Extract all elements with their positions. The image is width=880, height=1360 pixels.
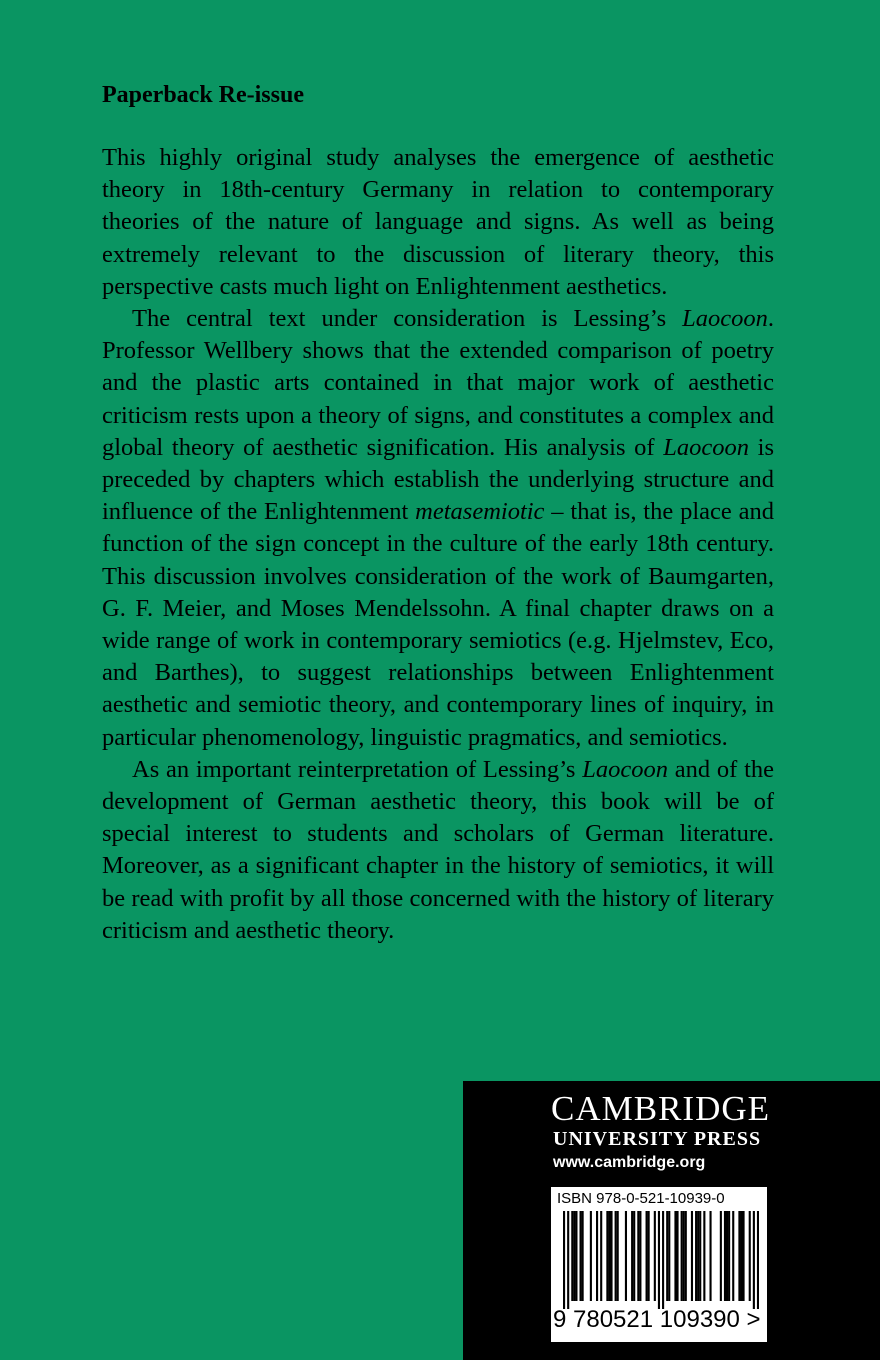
text-run: The central text under consideration is Lessing’s (132, 305, 683, 333)
barcode-bar (703, 1211, 705, 1301)
title-italic: Laocoon (582, 755, 668, 783)
barcode-bar (728, 1211, 730, 1301)
barcode-bar (617, 1211, 619, 1301)
text-run: As an important reinterpretation of Lessing’s (132, 755, 583, 783)
barcode-bar (646, 1211, 648, 1301)
barcode-bar (726, 1211, 728, 1301)
barcode-bar (631, 1211, 633, 1301)
term-italic: metasemiotic (415, 498, 545, 526)
barcode-guard-bar (662, 1211, 664, 1309)
barcode-guard-bar (753, 1211, 755, 1309)
barcode-bar (639, 1211, 641, 1301)
barcode-bar (571, 1211, 573, 1301)
barcode-bar (724, 1211, 726, 1301)
barcode-bar (654, 1211, 656, 1301)
barcode-bar (683, 1211, 685, 1301)
barcode-guard-bar (563, 1211, 565, 1309)
blurb-paragraph-2 (102, 303, 774, 754)
barcode-bar (600, 1211, 602, 1301)
barcode-bar (740, 1211, 742, 1301)
title-italic: Laocoon (682, 305, 768, 333)
barcode-bar (720, 1211, 722, 1301)
barcode-bar (608, 1211, 610, 1301)
reissue-heading: Paperback Re-issue (102, 82, 304, 108)
title-italic: Laocoon (663, 433, 749, 461)
barcode-bars (563, 1211, 759, 1309)
barcode-bar (633, 1211, 635, 1301)
barcode-bar (691, 1211, 693, 1301)
barcode-bar (580, 1211, 582, 1301)
publisher-panel (463, 1081, 880, 1360)
blurb-paragraph-1: This highly original study analyses the emergence of aesthetic theory in 18th-century Germany in relation to contemporary theories of the nature of language and signs. As well as being extremely relevant to the discussion of literary theory, this perspective casts much light on Enlightenment aesthetics. (102, 144, 774, 300)
publisher-website: www.cambridge.org (553, 1154, 706, 1171)
barcode-bar (681, 1211, 683, 1301)
barcode-bar (668, 1211, 670, 1301)
blurb-paragraph-3 (102, 754, 774, 947)
barcode-bar (685, 1211, 687, 1301)
barcode-bar (606, 1211, 608, 1301)
barcode-bar (732, 1211, 734, 1301)
barcode-bar (749, 1211, 751, 1301)
barcode-bar (575, 1211, 577, 1301)
barcode (551, 1187, 767, 1342)
barcode-bar (596, 1211, 598, 1301)
barcode-bar (695, 1211, 697, 1301)
barcode-bar (637, 1211, 639, 1301)
barcode-bar (676, 1211, 678, 1301)
barcode-bar (697, 1211, 699, 1301)
barcode-bar (742, 1211, 744, 1301)
barcode-bar (666, 1211, 668, 1301)
text-run: and of the development of German aesthetic theory, this book will be of special interest to students and scholars of German literature. Moreover, as a significant chapter in the history of semiotics, it will be read with profit by all those concerned with the history of literary criticism and aesthetic theory. (102, 755, 774, 944)
barcode-bar (674, 1211, 676, 1301)
isbn-label: ISBN 978-0-521-10939-0 (557, 1190, 725, 1207)
barcode-bar (709, 1211, 711, 1301)
barcode-bar (582, 1211, 584, 1301)
barcode-bar (610, 1211, 612, 1301)
barcode-guard-bar (567, 1211, 569, 1309)
text-run: . Professor Wellbery shows that the extended comparison of poetry and the plastic arts contained in that major work of aesthetic criticism rests upon a theory of signs, and constitutes a complex and global theory of aesthetic signification. His analysis of (102, 305, 774, 461)
barcode-guard-bar (757, 1211, 759, 1309)
barcode-bar (615, 1211, 617, 1301)
text-run: is preceded by chapters which establish the underlying structure and influence of the Enlightenment (102, 433, 774, 526)
blurb-text (102, 142, 774, 947)
barcode-bar (625, 1211, 627, 1301)
text-run: – that is, the place and function of the sign concept in the culture of the early 18th century. This discussion involves consideration of the work of Baumgarten, G. F. Meier, and Moses Mendelssohn. A final chapter draws on a wide range of work in contemporary semiotics (e.g. Hjelmstev, Eco, and Barthes), to suggest relationships between Enlightenment aesthetic and semiotic theory, and contemporary lines of inquiry, in particular phenomenology, linguistic pragmatics, and semiotics. (102, 498, 774, 751)
barcode-digits: 9 780521 109390 > (553, 1306, 761, 1333)
barcode-bar (648, 1211, 650, 1301)
publisher-logo-name: CAMBRIDGE (551, 1089, 771, 1128)
barcode-bar (590, 1211, 592, 1301)
barcode-guard-bar (658, 1211, 660, 1309)
barcode-bar (573, 1211, 575, 1301)
barcode-bar (738, 1211, 740, 1301)
publisher-logo-subtitle: UNIVERSITY PRESS (553, 1128, 762, 1150)
barcode-bar (699, 1211, 701, 1301)
